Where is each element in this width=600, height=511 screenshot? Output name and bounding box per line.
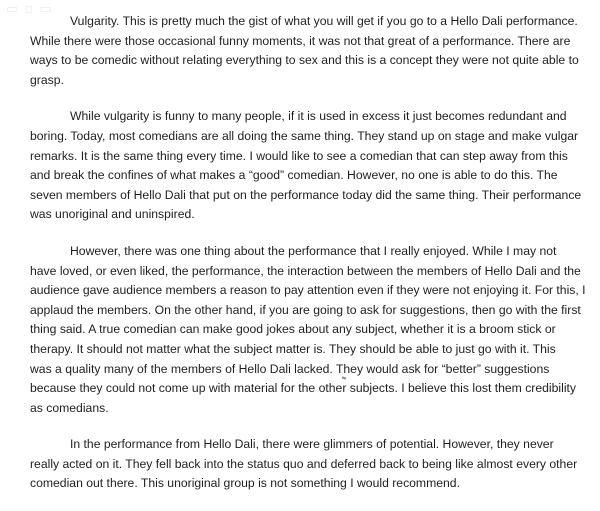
text-line: was unoriginal and uninspired. [30, 207, 195, 222]
paragraph-2 [30, 107, 592, 225]
text-line: Vulgarity. This is pretty much the gist of what you will get if you go to a Hello Dali performance. [70, 14, 578, 28]
text-line: was a quality many of the members of Hello Dali lacked. They would ask for “better” suggestions [30, 361, 550, 376]
paragraph-4 [30, 435, 592, 494]
scan-artifact: ▭ ▫ ▭ [6, 2, 53, 17]
text-line: While there were those occasional funny moments, it was not that great of a performance. There are [30, 33, 571, 48]
text-line: because they could not come up with material for the other subjects. I believe this lost them credibility [30, 381, 577, 396]
text-line: grasp. [30, 72, 64, 87]
text-line: and break the confines of what makes a “good” comedian. However, no one is able to do this. The [30, 168, 558, 183]
paragraph-1 [30, 12, 592, 90]
text-line: seven members of Hello Dali that put on the performance today did the same thing. Their performance [30, 187, 582, 202]
text-line: comedian out there. This unoriginal group is not something I would recommend. [30, 476, 460, 491]
text-line: In the performance from Hello Dali, there were glimmers of potential. However, they never [70, 437, 554, 452]
text-line: have loved, or even liked, the performance, the interaction between the members of Hello Dali and the [30, 263, 581, 278]
text-line: applaud the members. On the other hand, if you are going to ask for suggestions, then go with the first [30, 302, 581, 317]
text-line: remarks. It is the same thing every time. I would like to see a comedian that can step away from this [30, 148, 568, 163]
text-line: While vulgarity is funny to many people, if it is used in excess it just becomes redundant and [70, 109, 567, 124]
text-line: audience gave audience members a reason to pay attention even if they were not enjoying it. For this, I [30, 283, 586, 298]
text-line: However, there was one thing about the performance that I really enjoyed. While I may not [70, 243, 557, 258]
paragraph-3 [30, 242, 592, 418]
essay-body [30, 12, 592, 511]
text-line: ways to be comedic without relating everything to sex and this is a concept they were not quite able to [30, 53, 579, 68]
text-line: really acted on it. They fell back into the status quo and deferred back to being like almost every other [30, 456, 578, 471]
text-line: as comedians. [30, 400, 109, 415]
text-line: thing said. A true comedian can make good jokes about any subject, whether it is a broom stick or [30, 322, 556, 337]
text-line: boring. Today, most comedians are all doing the same thing. They stand up on stage and make vulgar [30, 128, 579, 143]
text-line: therapy. It should not matter what the subject matter is. They should be able to just go with it. This [30, 341, 556, 356]
